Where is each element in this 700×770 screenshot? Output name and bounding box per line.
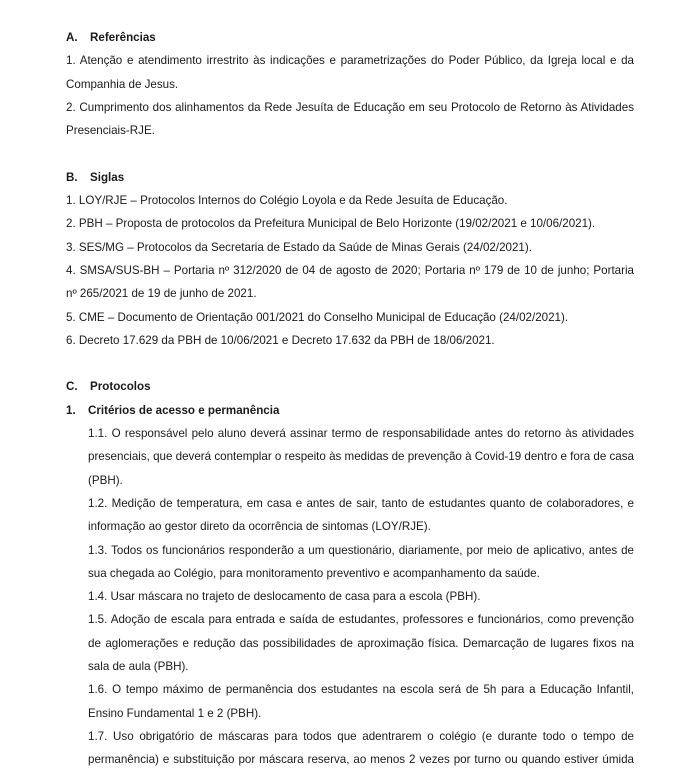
protocol-1-2-line-1: 1.2. Medição de temperatura, em casa e antes de sair, tanto de estudantes quanto de colaboradores, e	[88, 496, 634, 510]
section-b-heading	[66, 166, 634, 189]
document-body	[66, 26, 634, 770]
sigla-item-1: 1. LOY/RJE – Protocolos Internos do Colégio Loyola e da Rede Jesuíta de Educação.	[66, 194, 508, 208]
subsection-1-title: Critérios de acesso e permanência	[88, 403, 280, 417]
ref-item-2-line-2: Presenciais-RJE.	[66, 124, 155, 138]
protocol-1-6-line-1: 1.6. O tempo máximo de permanência dos estudantes na escola será de 5h para a Educação Infantil,	[88, 683, 634, 697]
protocol-1-5-line-3: sala de aula (PBH).	[88, 660, 189, 674]
sigla-item-2: 2. PBH – Proposta de protocolos da Prefeitura Municipal de Belo Horizonte (19/02/2021 e 10/06/2021).	[66, 217, 596, 231]
protocol-1-3-line-2: sua chegada ao Colégio, para monitoramento preventivo e acompanhamento da saúde.	[88, 566, 540, 580]
protocol-1-1-line-3: (PBH).	[88, 473, 123, 487]
section-a-letter: A.	[66, 31, 78, 44]
sigla-item-4-line-2: nº 265/2021 de 19 de junho de 2021.	[66, 287, 257, 301]
sigla-item-4-line-1: 4. SMSA/SUS-BH – Portaria nº 312/2020 de 04 de agosto de 2020; Portaria nº 179 de 10 de junho; Portaria	[66, 263, 634, 277]
spacer	[66, 142, 634, 165]
subsection-1-heading	[66, 399, 634, 422]
sigla-item-5: 5. CME – Documento de Orientação 001/2021 do Conselho Municipal de Educação (24/02/2021).	[66, 310, 569, 324]
ref-item-1-line-2: Companhia de Jesus.	[66, 77, 179, 91]
section-a-title: Referências	[90, 31, 156, 44]
section-b-letter: B.	[66, 170, 78, 184]
ref-item-1-line-1: 1. Atenção e atendimento irrestrito às indicações e parametrizações do Poder Público, da Igreja local e da	[66, 54, 634, 68]
protocol-1-6-line-2: Ensino Fundamental 1 e 2 (PBH).	[88, 706, 262, 720]
protocol-1-4: 1.4. Usar máscara no trajeto de deslocamento de casa para a escola (PBH).	[88, 590, 481, 604]
protocol-1-5-line-1: 1.5. Adoção de escala para entrada e saída de estudantes, professores e funcionários, como prevenção	[88, 613, 634, 627]
section-c-title: Protocolos	[90, 380, 151, 394]
sigla-item-3: 3. SES/MG – Protocolos da Secretaria de Estado da Saúde de Minas Gerais (24/02/2021).	[66, 240, 532, 254]
protocol-1-7-line-2: permanência) e substituição por máscara reserva, ao menos 2 vezes por turno ou quando estiver úmida	[88, 753, 634, 767]
section-c-heading	[66, 375, 634, 398]
section-c-letter: C.	[66, 380, 78, 394]
section-a-heading	[66, 26, 634, 49]
protocol-1-5-line-2: de aglomerações e redução das possibilidades de aproximação física. Demarcação de lugares fixos na	[88, 636, 634, 650]
section-b-title: Siglas	[90, 170, 125, 184]
protocol-1-1-line-1: 1.1. O responsável pelo aluno deverá assinar termo de responsabilidade antes do retorno às atividades	[88, 427, 634, 441]
sigla-item-6: 6. Decreto 17.629 da PBH de 10/06/2021 e Decreto 17.632 da PBH de 18/06/2021.	[66, 333, 495, 347]
protocol-1-3-line-1: 1.3. Todos os funcionários responderão a um questionário, diariamente, por meio de aplicativo, antes de	[88, 543, 634, 557]
ref-item-2-line-1: 2. Cumprimento dos alinhamentos da Rede Jesuíta de Educação em seu Protocolo de Retorno às Atividades	[66, 100, 634, 114]
protocol-1-2-line-2: informação ao gestor direto da ocorrência de sintomas (LOY/RJE).	[88, 520, 431, 534]
subsection-1-number: 1.	[66, 403, 76, 417]
protocol-1-1-line-2: presenciais, que deverá contemplar o respeito às medidas de prevenção à Covid-19 dentro e fora de casa	[88, 450, 634, 464]
protocol-1-7-line-1: 1.7. Uso obrigatório de máscaras para todos que adentrarem o colégio (e durante todo o tempo de	[88, 729, 634, 743]
spacer	[66, 352, 634, 375]
